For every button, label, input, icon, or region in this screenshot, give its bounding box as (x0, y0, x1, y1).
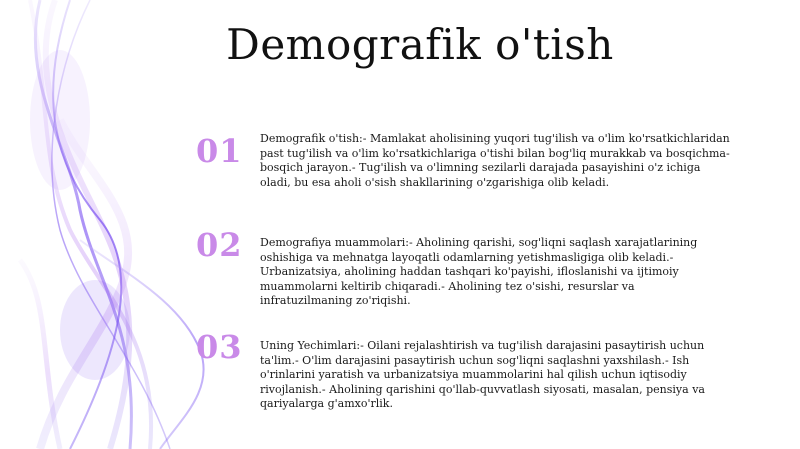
item-text: Uning Yechimlari:- Oilani rejalashtirish va tug'ilish darajasini pasaytirish uchun ta'lim.- O'lim darajasini pasaytirish uchun sog'liqni saqlashni yaxshilash.- Ish o'rinlarini yaratish va urbanizatsiya muammolarini hal qilish uchun iqtisodiy rivojlanish.- Aholining qarishini qo'llab-quvvatlash siyosati, masalan, pensiya va qariyalarga g'amxo'rlik. (260, 339, 705, 411)
item-number: 02 (196, 226, 243, 264)
item-text: Demografik o'tish:- Mamlakat aholisining yuqori tug'ilish va o'lim ko'rsatkichlaridan past tug'ilish va o'lim ko'rsatkichlariga o'tishi bilan bog'liq murakkab va bosqichma-bosqich jarayon.- Tug'ilish va o'limning sezilarli darajada pasayishini o'z ichiga oladi, bu esa aholi o'sish shakllarining o'zgarishiga olib keladi. (260, 132, 730, 189)
slide-title: Demografik o'tish (226, 20, 614, 69)
item-number: 03 (196, 328, 243, 366)
item-text: Demografiya muammolari:- Aholining qarishi, sog'liqni saqlash xarajatlarining oshishiga va mehnatga layoqatli odamlarning yetishmasligiga olib keladi.- Urbanizatsiya, aholining haddan tashqari ko'payishi, ifloslanishi va ijtimoiy muammolarni keltirib chiqaradi.- Aholining tez o'sishi, resurslar va infratuzilmaning zo'riqishi. (260, 236, 698, 308)
item-number: 01 (196, 132, 243, 170)
